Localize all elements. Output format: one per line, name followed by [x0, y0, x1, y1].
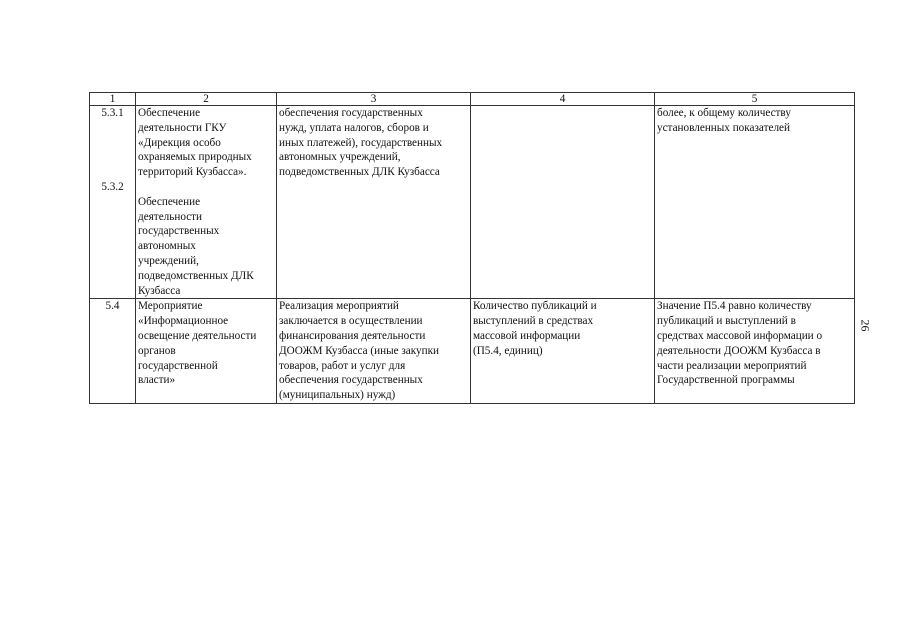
row-number-cell [90, 299, 136, 404]
text-line: заключается в осуществлении [279, 315, 423, 328]
text-line: средствах массовой информации о [657, 329, 823, 342]
text-line: автономных [138, 240, 196, 253]
text-line: деятельности [138, 210, 203, 223]
text-line: выступлений в средствах [473, 315, 594, 328]
event-name-cell [136, 299, 277, 404]
text-line: финансирования деятельности [279, 329, 426, 342]
header-cell-1: 1 [90, 93, 136, 106]
text-line: нужд, уплата налогов, сборов и [279, 121, 429, 134]
text-line: (П5.4, единиц) [473, 344, 543, 357]
header-cell-4: 4 [471, 93, 655, 106]
text-line: Реализация мероприятий [279, 300, 399, 313]
text-line: Кузбасса [138, 284, 181, 297]
text-line: публикаций и выступлений в [657, 315, 796, 328]
text-line: автономных учреждений, [279, 151, 401, 164]
text-line: установленных показателей [657, 121, 790, 134]
row-number: 5.3.2 [101, 180, 124, 193]
text-line: «Информационное [138, 315, 229, 328]
text-line: государственных [138, 225, 220, 238]
text-line: государственной [138, 359, 218, 372]
indicator-cell [471, 299, 655, 404]
description-cell [277, 106, 471, 299]
text-line: товаров, работ и услуг для [279, 359, 406, 372]
text-line: массовой информации [473, 329, 581, 342]
text-line: Государственной программы [657, 374, 795, 387]
description-cell [277, 299, 471, 404]
row-number: 5.3.1 [101, 107, 124, 119]
text-line: иных платежей), государственных [279, 136, 443, 149]
table-row [90, 299, 855, 404]
row-number: 5.4 [105, 300, 120, 313]
text-line: «Дирекция особо [138, 136, 221, 149]
text-line: деятельности ДООЖМ Кузбасса в [657, 344, 821, 357]
text-line: освещение деятельности [138, 329, 257, 342]
indicators-table [89, 92, 855, 404]
table-row [90, 106, 855, 299]
event-name-cell [136, 106, 277, 299]
text-line: Количество публикаций и [473, 300, 597, 313]
text-line: деятельности ГКУ [138, 121, 227, 134]
text-line [138, 180, 274, 195]
text-line: Значение П5.4 равно количеству [657, 300, 812, 313]
text-line: подведомственных ДЛК [138, 269, 254, 282]
text-line: власти» [138, 374, 176, 387]
text-line: (муниципальных) нужд) [279, 389, 396, 402]
header-cell-5: 5 [655, 93, 855, 106]
calculation-cell [655, 106, 855, 299]
header-row [90, 93, 855, 106]
row-number-cell [90, 106, 136, 299]
text-line: более, к общему количеству [657, 107, 791, 119]
text-line: части реализации мероприятий [657, 359, 807, 372]
text-line: обеспечения государственных [279, 107, 423, 119]
text-line: обеспечения государственных [279, 374, 423, 387]
text-line: Обеспечение [138, 107, 201, 119]
header-cell-2: 2 [136, 93, 277, 106]
text-line: территорий Кузбасса». [138, 166, 247, 179]
text-line: Мероприятие [138, 300, 203, 313]
indicator-cell [471, 106, 655, 299]
text-line: подведомственных ДЛК Кузбасса [279, 166, 440, 179]
calculation-cell [655, 299, 855, 404]
text-line: ДООЖМ Кузбасса (иные закупки [279, 344, 440, 357]
text-line: органов [138, 344, 176, 357]
header-cell-3: 3 [277, 93, 471, 106]
text-line: учреждений, [138, 254, 199, 267]
text-line: охраняемых природных [138, 151, 252, 164]
text-line: Обеспечение [138, 195, 201, 208]
page-number: 26 [858, 319, 873, 332]
